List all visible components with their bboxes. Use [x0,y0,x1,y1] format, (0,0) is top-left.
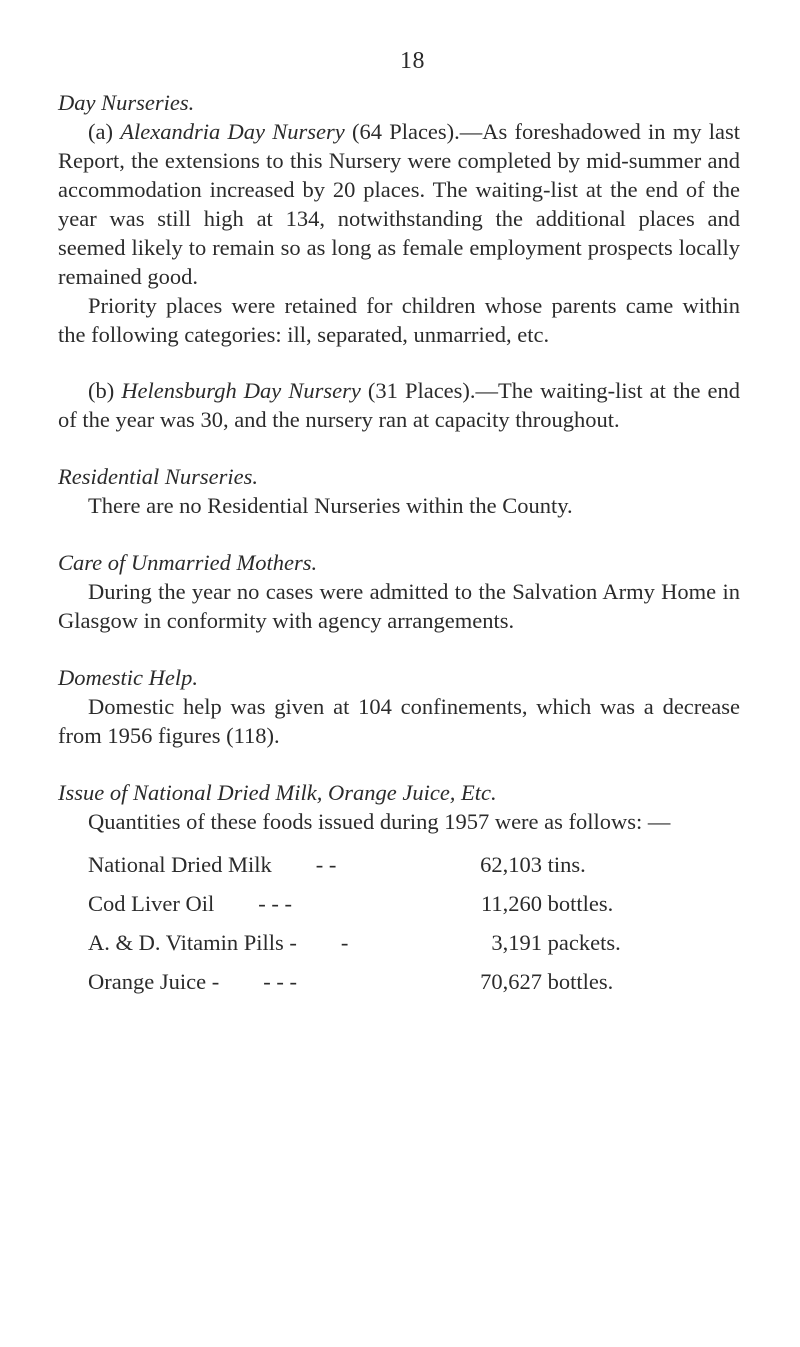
item-name [88,962,297,1001]
item-name [88,923,348,962]
item-name-text: Cod Liver Oil [88,891,215,916]
item-name-text: A. & D. Vitamin Pills - [88,930,297,955]
foods-issued-table [88,845,740,1001]
paragraph-domestic-help: Domestic help was given at 104 confinements, which was a decrease from 1956 figures (118). [58,694,740,748]
quantity-value: 11,260 [480,891,542,916]
section-heading-day-nurseries: Day Nurseries. [58,90,195,115]
item-dashes: - [340,930,349,955]
paragraph-priority: Priority places were retained for children whose parents came within the following categories: ill, separated, unmarried, etc. [58,293,740,347]
section-heading-national-foods: Issue of National Dried Milk, Orange Juice, Etc. [58,780,497,805]
table-row [88,884,740,923]
quantity-unit: bottles. [547,969,614,994]
paragraph-residential: There are no Residential Nurseries within the County. [88,493,573,518]
quantity-value: 62,103 [480,852,542,877]
item-dashes: - - - [263,969,297,994]
quantity-unit: tins. [547,852,586,877]
spacer [58,750,740,778]
item-name [88,884,292,923]
spacer [58,635,740,663]
item-quantity [468,923,621,962]
item-quantity [468,962,613,1001]
item-name-text: Orange Juice - [88,969,220,994]
spacer [58,349,740,376]
paragraph-alexandria [58,117,740,291]
page-content [58,88,740,1001]
table-row [88,923,740,962]
section-heading-unmarried-mothers: Care of Unmarried Mothers. [58,550,318,575]
quantity-unit: bottles. [547,891,614,916]
alexandria-text: (64 Places).—As foreshadowed in my last Report, the extensions to this Nursery were completed by mid-summer and accommodation increased by 20 places. The waiting-list at the end of the year was still high at 134, notwithstanding the additional places and seemed likely to remain so as long as female employment prospects locally remained good. [58,119,740,289]
paragraph-helensburgh [58,376,740,434]
paragraph-national-foods: Quantities of these foods issued during 1957 were as follows: — [88,809,671,834]
table-row [88,962,740,1001]
item-dashes: - - [315,852,337,877]
item-name-text: National Dried Milk [88,852,272,877]
page-number: 18 [400,48,425,74]
alexandria-title: Alexandria Day Nursery [120,119,345,144]
helensburgh-title: Helensburgh Day Nursery [121,378,361,403]
item-quantity [468,884,613,923]
section-heading-domestic-help: Domestic Help. [58,665,198,690]
section-heading-residential-nurseries: Residential Nurseries. [58,464,258,489]
table-row [88,845,740,884]
helensburgh-text: (31 Places).—The waiting-list at the end of the year was 30, and the nursery ran at capacity throughout. [58,378,740,432]
spacer [58,434,740,462]
quantity-value: 70,627 [480,969,542,994]
item-name [88,845,336,884]
paragraph-label-b: (b) [88,378,122,403]
quantity-unit: packets. [547,930,621,955]
item-quantity [468,845,586,884]
item-dashes: - - - [258,891,292,916]
spacer [58,520,740,548]
paragraph-unmarried-mothers: During the year no cases were admitted to the Salvation Army Home in Glasgow in conformity with agency arrangements. [58,579,740,633]
quantity-value: 3,191 [491,930,542,955]
paragraph-label-a: (a) [88,119,121,144]
